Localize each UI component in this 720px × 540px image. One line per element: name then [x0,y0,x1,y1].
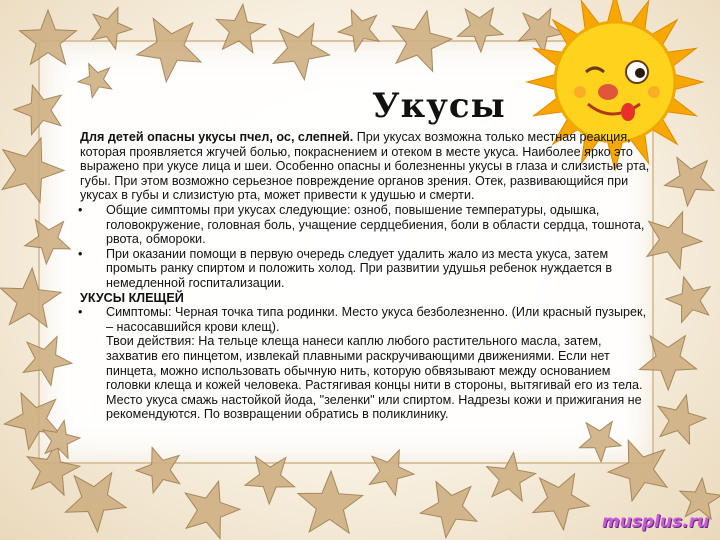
star-decoration [20,10,77,64]
bullet-icon: • [78,246,83,261]
section-heading: УКУСЫ КЛЕЩЕЙ [80,290,184,305]
star-decoration [14,85,61,135]
star-decoration [245,457,295,505]
star-decoration [579,422,621,462]
star-decoration [92,8,133,50]
star-decoration [25,220,70,264]
star-decoration [665,158,714,206]
star-decoration [137,18,201,81]
list-item [80,203,652,247]
sun-ray [527,74,558,90]
star-decoration [458,8,504,52]
star-decoration [273,23,329,79]
star-decoration [216,4,265,52]
star-decoration [666,277,710,323]
star-decoration [185,481,240,538]
watermark-logo: musplus.ru [602,512,710,532]
star-decoration [0,268,61,327]
intro-paragraph [80,130,652,203]
star-decoration [78,64,112,98]
star-decoration [647,212,702,269]
star-decoration [2,138,64,203]
star-decoration [393,11,452,72]
star-decoration [533,474,590,530]
bullet-icon: • [78,202,83,217]
star-decoration [658,395,706,444]
intro-bold: Для детей опасны укусы пчел, ос, слепней. [80,130,354,144]
intro-text: При укусах возможна только местная реакция, которая проявляется жгучей болью, покраснением и отеком в месте укуса. Наиболее ярко это выражено при укусе лица и шеи. Особенно опасны и болезненны укусы в глаза и слизистые рта, губы. При этом возможно серьезное повреждение органов зрения. Отек, развивающийся при укусах в губы и слизистую рта, может привести к удушью и смерти. [80,130,650,203]
sun-ray [672,74,703,90]
star-decoration [298,471,363,533]
star-decoration [338,10,379,52]
slide-title: Укусы [372,86,506,126]
symptoms-text: Общие симптомы при укусах следующие: озноб, повышение температуры, одышка, головокружение, головная боль, учащение сердцебиения, боли в области сердца, тошнота, рвота, обмороки. [106,202,645,247]
tick-actions-text: Твои действия: На тельце клеща нанеси каплю любого растительного масла, затем, захватив его пинцетом, извлекай плавными раскручивающими движениями. Если нет пинцета, можно использовать обычную нить, которую обвязывают между основанием головки клеща и кожей человека. Растягивая концы нити в стороны, вытягивай его из тела. Место укуса смажь настойкой йода, "зеленки" или спиртом. Надрезы кожи и прижигания не рекомендуются. По возвращении обратись в поликлинику. [106,334,643,422]
first-aid-text: При оказании помощи в первую очередь следует удалить жало из места укуса, затем промыть ранку спиртом и положить холод. При развитии удушья ребенок нуждается в немедленной госпитализации. [106,246,613,290]
star-decoration [519,9,564,54]
list-item [80,305,652,334]
star-decoration [487,452,536,501]
tick-symptoms-text: Симптомы: Черная точка типа родинки. Место укуса безболезненно. (Или красный пузырек, – насосавшийся крови клещ). [106,305,647,334]
star-decoration [65,473,126,532]
bullet-icon: • [78,305,83,320]
star-decoration [608,440,667,501]
slide-body [80,130,652,422]
star-decoration [23,337,72,386]
list-item [80,247,652,291]
star-decoration [420,482,477,538]
star-decoration [369,450,414,496]
star-decoration [136,447,180,493]
